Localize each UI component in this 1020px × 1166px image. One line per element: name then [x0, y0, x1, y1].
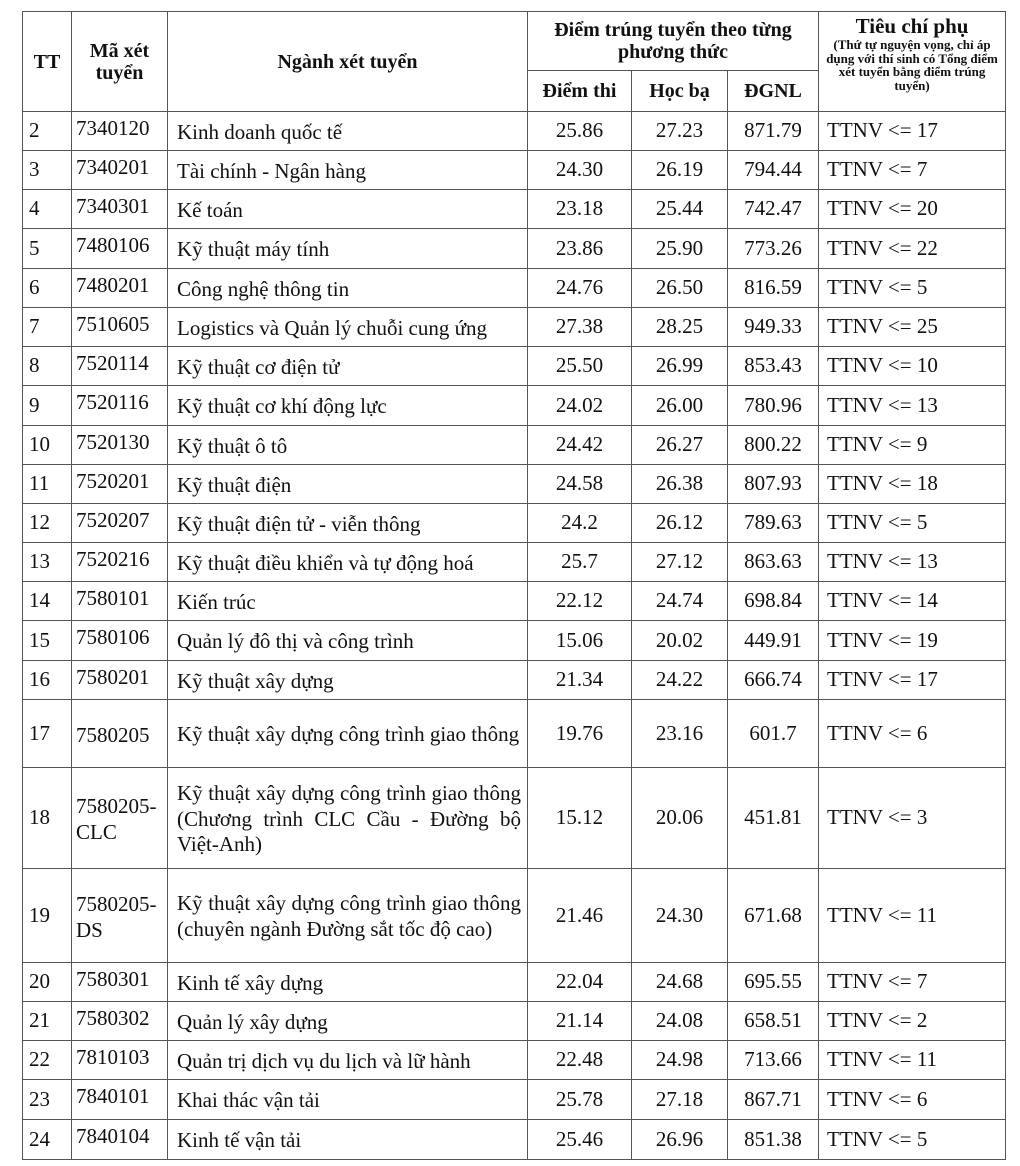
row-criteria: TTNV <= 10: [819, 347, 1006, 386]
table-row: [23, 582, 1006, 621]
row-code: [72, 768, 168, 869]
table-row: [23, 151, 1006, 190]
row-code: [72, 308, 168, 347]
row-tt: 18: [23, 768, 72, 869]
row-criteria: TTNV <= 7: [819, 151, 1006, 190]
row-dgnl-score: 871.79: [728, 112, 819, 151]
row-code: [72, 465, 168, 504]
header-criteria-note: (Thứ tự nguyện vọng, chỉ áp dụng với thí sinh có Tổng điểm xét tuyển bằng điểm trúng tuyển): [826, 37, 998, 94]
row-transcript-score: 26.96: [632, 1120, 728, 1160]
row-major: [168, 700, 528, 768]
row-dgnl-score: 853.43: [728, 347, 819, 386]
table-row: [23, 621, 1006, 661]
row-dgnl-score: 601.7: [728, 700, 819, 768]
row-major: [168, 386, 528, 426]
row-tt: 14: [23, 582, 72, 621]
header-code: Mã xét tuyển: [72, 12, 168, 112]
table-row: [23, 112, 1006, 151]
row-tt: 22: [23, 1041, 72, 1080]
row-major-text: Kế toán: [177, 197, 243, 222]
row-major: [168, 112, 528, 151]
row-major: [168, 190, 528, 229]
row-exam-score: 21.14: [528, 1002, 632, 1041]
row-major: [168, 1041, 528, 1080]
row-exam-score: 24.58: [528, 465, 632, 504]
table-row: [23, 347, 1006, 386]
row-transcript-score: 26.50: [632, 269, 728, 308]
row-major: [168, 308, 528, 347]
row-major-text: Kỹ thuật xây dựng công trình giao thông: [177, 722, 520, 747]
row-code: [72, 112, 168, 151]
row-transcript-score: 20.06: [632, 768, 728, 869]
row-major: [168, 229, 528, 269]
row-dgnl-score: 449.91: [728, 621, 819, 661]
row-dgnl-score: 451.81: [728, 768, 819, 869]
row-dgnl-score: 671.68: [728, 869, 819, 963]
row-exam-score: 25.7: [528, 543, 632, 582]
row-major: [168, 1002, 528, 1041]
row-code: [72, 661, 168, 700]
row-code: [72, 386, 168, 426]
row-dgnl-score: 695.55: [728, 963, 819, 1002]
row-major: [168, 661, 528, 700]
row-code-text: 7520207: [76, 508, 150, 532]
row-code-text: 7480201: [76, 273, 150, 297]
row-exam-score: 27.38: [528, 308, 632, 347]
row-code: [72, 621, 168, 661]
row-tt: 12: [23, 504, 72, 543]
row-major-text: Kỹ thuật xây dựng công trình giao thông (chuyên ngành Đường sắt tốc độ cao): [177, 891, 521, 941]
row-criteria: TTNV <= 13: [819, 543, 1006, 582]
row-tt: 2: [23, 112, 72, 151]
row-transcript-score: 26.27: [632, 426, 728, 465]
row-transcript-score: 26.99: [632, 347, 728, 386]
row-major-text: Công nghệ thông tin: [177, 276, 350, 301]
row-transcript-score: 25.90: [632, 229, 728, 269]
row-exam-score: 15.06: [528, 621, 632, 661]
row-tt: 13: [23, 543, 72, 582]
row-transcript-score: 28.25: [632, 308, 728, 347]
row-transcript-score: 24.08: [632, 1002, 728, 1041]
row-exam-score: 25.78: [528, 1080, 632, 1120]
row-dgnl-score: 863.63: [728, 543, 819, 582]
row-major-text: Kỹ thuật xây dựng công trình giao thông (Chương trình CLC Cầu - Đường bộ Việt-Anh): [177, 780, 521, 857]
header-criteria-title: Tiêu chí phụ: [855, 14, 969, 38]
row-exam-score: 22.04: [528, 963, 632, 1002]
row-code-text: 7580205: [76, 722, 150, 747]
row-criteria: TTNV <= 13: [819, 386, 1006, 426]
admission-scores-table: [22, 11, 1006, 1160]
row-criteria: TTNV <= 25: [819, 308, 1006, 347]
table-row: [23, 700, 1006, 768]
row-transcript-score: 26.38: [632, 465, 728, 504]
row-major-text: Kỹ thuật cơ khí động lực: [177, 394, 387, 419]
row-code-text: 7480106: [76, 233, 150, 257]
row-transcript-score: 24.68: [632, 963, 728, 1002]
row-exam-score: 25.46: [528, 1120, 632, 1160]
row-transcript-score: 27.23: [632, 112, 728, 151]
table-row: [23, 768, 1006, 869]
row-criteria: TTNV <= 19: [819, 621, 1006, 661]
row-code-text: 7340120: [76, 116, 150, 140]
row-code-text: 7810103: [76, 1045, 150, 1069]
row-major: [168, 426, 528, 465]
row-dgnl-score: 851.38: [728, 1120, 819, 1160]
row-exam-score: 23.86: [528, 229, 632, 269]
row-tt: 20: [23, 963, 72, 1002]
row-code: [72, 869, 168, 963]
row-exam-score: 24.76: [528, 269, 632, 308]
table-row: [23, 229, 1006, 269]
row-code: [72, 190, 168, 229]
row-criteria: TTNV <= 5: [819, 1120, 1006, 1160]
row-dgnl-score: 698.84: [728, 582, 819, 621]
row-code-text: 7520130: [76, 430, 150, 454]
row-dgnl-score: 816.59: [728, 269, 819, 308]
row-exam-score: 21.34: [528, 661, 632, 700]
row-exam-score: 21.46: [528, 869, 632, 963]
row-transcript-score: 23.16: [632, 700, 728, 768]
row-transcript-score: 20.02: [632, 621, 728, 661]
row-code-text: 7340301: [76, 194, 150, 218]
row-exam-score: 24.30: [528, 151, 632, 190]
row-transcript-score: 26.00: [632, 386, 728, 426]
row-dgnl-score: 789.63: [728, 504, 819, 543]
row-code: [72, 269, 168, 308]
table-row: [23, 963, 1006, 1002]
row-major: [168, 963, 528, 1002]
header-exam: Điểm thi: [528, 71, 632, 112]
row-criteria: TTNV <= 5: [819, 269, 1006, 308]
row-code-text: 7580302: [76, 1006, 150, 1030]
row-criteria: TTNV <= 20: [819, 190, 1006, 229]
row-tt: 5: [23, 229, 72, 269]
table-row: [23, 504, 1006, 543]
row-code: [72, 1041, 168, 1080]
row-code: [72, 1002, 168, 1041]
row-tt: 24: [23, 1120, 72, 1160]
table-row: [23, 1002, 1006, 1041]
row-major: [168, 504, 528, 543]
row-code-text: 7510605: [76, 312, 150, 336]
header-score-group: Điểm trúng tuyển theo từng phương thức: [528, 12, 819, 71]
row-exam-score: 24.2: [528, 504, 632, 543]
row-major-text: Quản lý xây dựng: [177, 1009, 328, 1034]
row-exam-score: 25.50: [528, 347, 632, 386]
table-row: [23, 1120, 1006, 1160]
row-code-text: 7520114: [76, 351, 149, 375]
row-transcript-score: 26.12: [632, 504, 728, 543]
row-exam-score: 24.02: [528, 386, 632, 426]
row-tt: 17: [23, 700, 72, 768]
row-code-text: 7580201: [76, 665, 150, 689]
row-dgnl-score: 742.47: [728, 190, 819, 229]
row-criteria: TTNV <= 11: [819, 1041, 1006, 1080]
row-major: [168, 621, 528, 661]
row-major-text: Khai thác vận tải: [177, 1088, 320, 1113]
row-dgnl-score: 867.71: [728, 1080, 819, 1120]
row-tt: 8: [23, 347, 72, 386]
row-code-text: 7840101: [76, 1084, 150, 1108]
row-exam-score: 23.18: [528, 190, 632, 229]
row-major: [168, 1120, 528, 1160]
row-criteria: TTNV <= 17: [819, 112, 1006, 151]
row-major-text: Kinh tế xây dựng: [177, 970, 324, 995]
row-transcript-score: 26.19: [632, 151, 728, 190]
row-criteria: TTNV <= 2: [819, 1002, 1006, 1041]
header-transcript: Học bạ: [632, 71, 728, 112]
row-tt: 4: [23, 190, 72, 229]
table-row: [23, 661, 1006, 700]
table-body: [23, 112, 1006, 1160]
row-code: [72, 1120, 168, 1160]
row-tt: 7: [23, 308, 72, 347]
row-code-text: 7580106: [76, 625, 150, 649]
row-dgnl-score: 658.51: [728, 1002, 819, 1041]
row-code: [72, 426, 168, 465]
row-exam-score: 25.86: [528, 112, 632, 151]
row-major-text: Quản lý đô thị và công trình: [177, 629, 414, 654]
row-dgnl-score: 713.66: [728, 1041, 819, 1080]
row-code-text: 7340201: [76, 155, 150, 179]
row-criteria: TTNV <= 6: [819, 1080, 1006, 1120]
row-major: [168, 465, 528, 504]
table-row: [23, 869, 1006, 963]
row-code: [72, 229, 168, 269]
row-transcript-score: 27.18: [632, 1080, 728, 1120]
row-major-text: Kỹ thuật máy tính: [177, 237, 330, 262]
table-row: [23, 1080, 1006, 1120]
table-header: [23, 12, 1006, 112]
row-exam-score: 24.42: [528, 426, 632, 465]
row-major: [168, 269, 528, 308]
header-major: Ngành xét tuyển: [168, 12, 528, 112]
row-tt: 15: [23, 621, 72, 661]
row-criteria: TTNV <= 11: [819, 869, 1006, 963]
row-major-text: Kỹ thuật điện tử - viễn thông: [177, 511, 421, 536]
row-code: [72, 700, 168, 768]
row-code-text: 7580101: [76, 586, 150, 610]
row-dgnl-score: 773.26: [728, 229, 819, 269]
row-major-text: Quản trị dịch vụ du lịch và lữ hành: [177, 1048, 471, 1073]
table-row: [23, 543, 1006, 582]
table-row: [23, 308, 1006, 347]
row-code-text: 7840104: [76, 1124, 150, 1148]
row-major-text: Kiến trúc: [177, 589, 256, 614]
row-code: [72, 963, 168, 1002]
row-major-text: Kinh doanh quốc tế: [177, 119, 343, 144]
row-dgnl-score: 780.96: [728, 386, 819, 426]
row-criteria: TTNV <= 6: [819, 700, 1006, 768]
row-dgnl-score: 666.74: [728, 661, 819, 700]
row-code: [72, 582, 168, 621]
row-major: [168, 347, 528, 386]
row-major-text: Kỹ thuật ô tô: [177, 433, 288, 458]
row-criteria: TTNV <= 3: [819, 768, 1006, 869]
row-dgnl-score: 800.22: [728, 426, 819, 465]
row-code: [72, 1080, 168, 1120]
row-exam-score: 22.48: [528, 1041, 632, 1080]
row-code-text: 7580205-DS: [76, 891, 157, 942]
row-transcript-score: 24.22: [632, 661, 728, 700]
row-code: [72, 151, 168, 190]
row-tt: 16: [23, 661, 72, 700]
row-tt: 23: [23, 1080, 72, 1120]
row-major: [168, 1080, 528, 1120]
row-tt: 6: [23, 269, 72, 308]
table-row: [23, 386, 1006, 426]
row-major-text: Kỹ thuật xây dựng: [177, 668, 334, 693]
row-tt: 10: [23, 426, 72, 465]
row-tt: 11: [23, 465, 72, 504]
table-row: [23, 1041, 1006, 1080]
row-criteria: TTNV <= 18: [819, 465, 1006, 504]
row-dgnl-score: 949.33: [728, 308, 819, 347]
row-criteria: TTNV <= 5: [819, 504, 1006, 543]
row-code-text: 7520216: [76, 547, 150, 571]
row-major-text: Kinh tế vận tải: [177, 1128, 302, 1153]
row-major: [168, 151, 528, 190]
row-transcript-score: 24.30: [632, 869, 728, 963]
row-transcript-score: 25.44: [632, 190, 728, 229]
row-code-text: 7520116: [76, 390, 149, 414]
row-major: [168, 582, 528, 621]
row-code: [72, 347, 168, 386]
row-major-text: Kỹ thuật cơ điện tử: [177, 354, 340, 379]
row-code: [72, 543, 168, 582]
table-row: [23, 190, 1006, 229]
row-major-text: Kỹ thuật điều khiển và tự động hoá: [177, 550, 474, 575]
row-criteria: TTNV <= 14: [819, 582, 1006, 621]
row-criteria: TTNV <= 9: [819, 426, 1006, 465]
header-dgnl: ĐGNL: [728, 71, 819, 112]
row-exam-score: 15.12: [528, 768, 632, 869]
row-major: [168, 869, 528, 963]
row-transcript-score: 24.98: [632, 1041, 728, 1080]
table-row: [23, 426, 1006, 465]
row-criteria: TTNV <= 22: [819, 229, 1006, 269]
table-row: [23, 465, 1006, 504]
row-transcript-score: 27.12: [632, 543, 728, 582]
header-criteria: [819, 12, 1006, 112]
row-tt: 19: [23, 869, 72, 963]
row-exam-score: 19.76: [528, 700, 632, 768]
row-code: [72, 504, 168, 543]
row-major-text: Logistics và Quản lý chuỗi cung ứng: [177, 315, 487, 340]
row-tt: 3: [23, 151, 72, 190]
row-dgnl-score: 807.93: [728, 465, 819, 504]
row-dgnl-score: 794.44: [728, 151, 819, 190]
row-code-text: 7580205-CLC: [76, 794, 157, 844]
row-major: [168, 543, 528, 582]
row-criteria: TTNV <= 7: [819, 963, 1006, 1002]
row-major-text: Kỹ thuật điện: [177, 472, 292, 497]
row-code-text: 7520201: [76, 469, 150, 493]
row-major: [168, 768, 528, 869]
row-criteria: TTNV <= 17: [819, 661, 1006, 700]
row-code-text: 7580301: [76, 967, 150, 991]
admission-table-container: [22, 11, 1006, 1160]
row-transcript-score: 24.74: [632, 582, 728, 621]
table-row: [23, 269, 1006, 308]
row-tt: 9: [23, 386, 72, 426]
row-exam-score: 22.12: [528, 582, 632, 621]
row-major-text: Tài chính - Ngân hàng: [177, 158, 366, 183]
row-tt: 21: [23, 1002, 72, 1041]
header-tt: TT: [23, 12, 72, 112]
